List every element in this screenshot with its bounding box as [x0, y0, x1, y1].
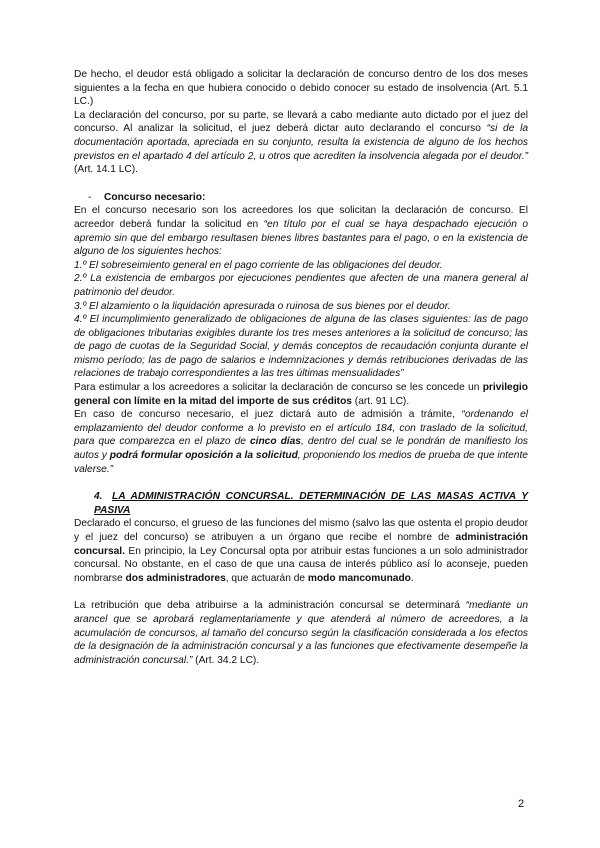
paragraph-text: La retribución que deba atribuirse a la administración concursal se determinará	[74, 600, 466, 612]
bold-emphasis: privilegio general con límite en la mitad del importe de sus créditos	[74, 382, 528, 407]
quote-text: , proponiendo los medios de prueba de que intente valerse.”	[74, 450, 528, 475]
bullet-concurso-necesario	[74, 191, 528, 205]
paragraph-text: En caso de concurso necesario, el juez dictará auto de admisión a trámite,	[74, 409, 462, 421]
legal-reference: (Art. 14.1 LC).	[74, 164, 138, 176]
paragraph-text: Declarado el concurso, el grueso de las funciones del mismo (salvo las que ostenta el propio deudor y el juez del concurso) se atribuyen a un órgano que recibe el nombre de	[74, 518, 528, 543]
section-heading	[74, 490, 528, 517]
quote-text: “ordenando el emplazamiento del deudor conforme a lo previsto en el artículo 184, con traslado de la solicitud, para que comparezca en el plazo de	[74, 409, 529, 448]
page-number: 2	[518, 798, 525, 810]
bullet-dash: -	[88, 191, 92, 203]
paragraph-text: Para estimular a los acreedores a solicitar la declaración de concurso se les concede un	[74, 382, 483, 394]
bold-emphasis: dos administradores	[125, 572, 226, 584]
paragraph-text: En principio, la Ley Concursal opta por atribuir estas funciones a un solo administrador concursal. No obstante, en el caso de que una causa de interés público así lo aconseje, pueden nombrarse	[74, 545, 528, 584]
bold-emphasis: administración concursal.	[74, 532, 528, 557]
list-item-text: 3.º El alzamiento o la liquidación apresurada o ruinosa de sus bienes por el deudor.	[74, 300, 451, 312]
paragraph-privilegio	[74, 381, 528, 408]
legal-quote: “si de la documentación aportada, apreciada en su conjunto, resulta la existencia de alguno de los hechos previstos en el apartado 4 del artículo 2, u otros que acrediten la insolvencia alegada por el deudor.”	[74, 123, 528, 162]
bullet-label: Concurso necesario:	[104, 191, 206, 203]
paragraph-text: , que actuarán de	[225, 572, 308, 584]
bold-emphasis: modo mancomunado	[307, 572, 411, 584]
paragraph-concurso-necesario	[74, 204, 528, 258]
paragraph-text: En el concurso necesario son los acreedores los que solicitan la declaración de concurso. El acreedor deberá fundar la solicitud en	[74, 205, 528, 230]
list-item-text: 4.º El incumplimiento generalizado de obligaciones de alguna de las clases siguientes: las de pago de obligaciones tributarias exigibles durante los tres meses anteriores a la solicitud de concurso; las de pago de cuotas de la Seguridad Social, y demás conceptos de recaudación conjunta durante el mismo período; las de pago de salarios e indemnizaciones y demás retribuciones derivadas de las relaciones de trabajo correspondientes a las tres últimas mensualidades”	[74, 314, 528, 380]
list-item	[74, 313, 528, 381]
section-number: 4.	[94, 491, 103, 503]
list-item-text: 1.º El sobreseimiento general en el pago corriente de las obligaciones del deudor.	[74, 259, 443, 271]
list-item	[74, 272, 528, 299]
paragraph-plazo-solicitud: De hecho, el deudor está obligado a solicitar la declaración de concurso dentro de los dos meses siguientes a la fecha en que hubiera conocido o debido conocer su estado de insolvencia (Art. 5.1 LC.)	[74, 69, 528, 108]
page-body	[74, 68, 528, 667]
list-item-text: 2.º La existencia de embargos por ejecuciones pendientes que afecten de una manera general al patrimonio del deudor.	[74, 273, 528, 298]
paragraph-retribucion	[74, 599, 528, 667]
bold-emphasis: cinco días	[249, 436, 301, 448]
section-title: LA ADMINISTRACIÓN CONCURSAL. DETERMINACIÓN DE LAS MASAS ACTIVA Y PASIVA	[94, 491, 528, 516]
paragraph-auto-admision	[74, 408, 528, 476]
paragraph-administracion	[74, 517, 528, 585]
legal-reference: (Art. 34.2 LC).	[192, 654, 260, 666]
legal-quote: “en título por el cual se haya despachado ejecución o apremio sin que del embargo resultasen bienes libres bastantes para el pago, o en la existencia de alguno de los siguientes hechos:	[74, 218, 528, 258]
list-item	[74, 300, 528, 314]
paragraph-declaracion-concurso	[74, 109, 528, 177]
bold-emphasis: podrá formular oposición a la solicitud	[109, 450, 298, 462]
paragraph-text: (art. 91 LC).	[351, 395, 410, 407]
quote-text: , dentro del cual se le pondrán de manifiesto los autos y	[74, 436, 528, 462]
paragraph-text: La declaración del concurso, por su parte, se llevará a cabo mediante auto dictado por el juez del concurso. Al analizar la solicitud, el juez deberá dictar auto declarando el concurso	[74, 109, 528, 135]
paragraph-text: .	[410, 572, 414, 584]
list-item	[74, 259, 528, 273]
legal-quote: “mediante un arancel que se aprobará reglamentariamente y que atenderá al número de acreedores, a la acumulación de concursos, al tamaño del concurso según la clasificación considerada a los efectos de la designación de la administración concursal y a las funciones que efectivamente desempeñe la administración concursal.”	[74, 600, 529, 666]
